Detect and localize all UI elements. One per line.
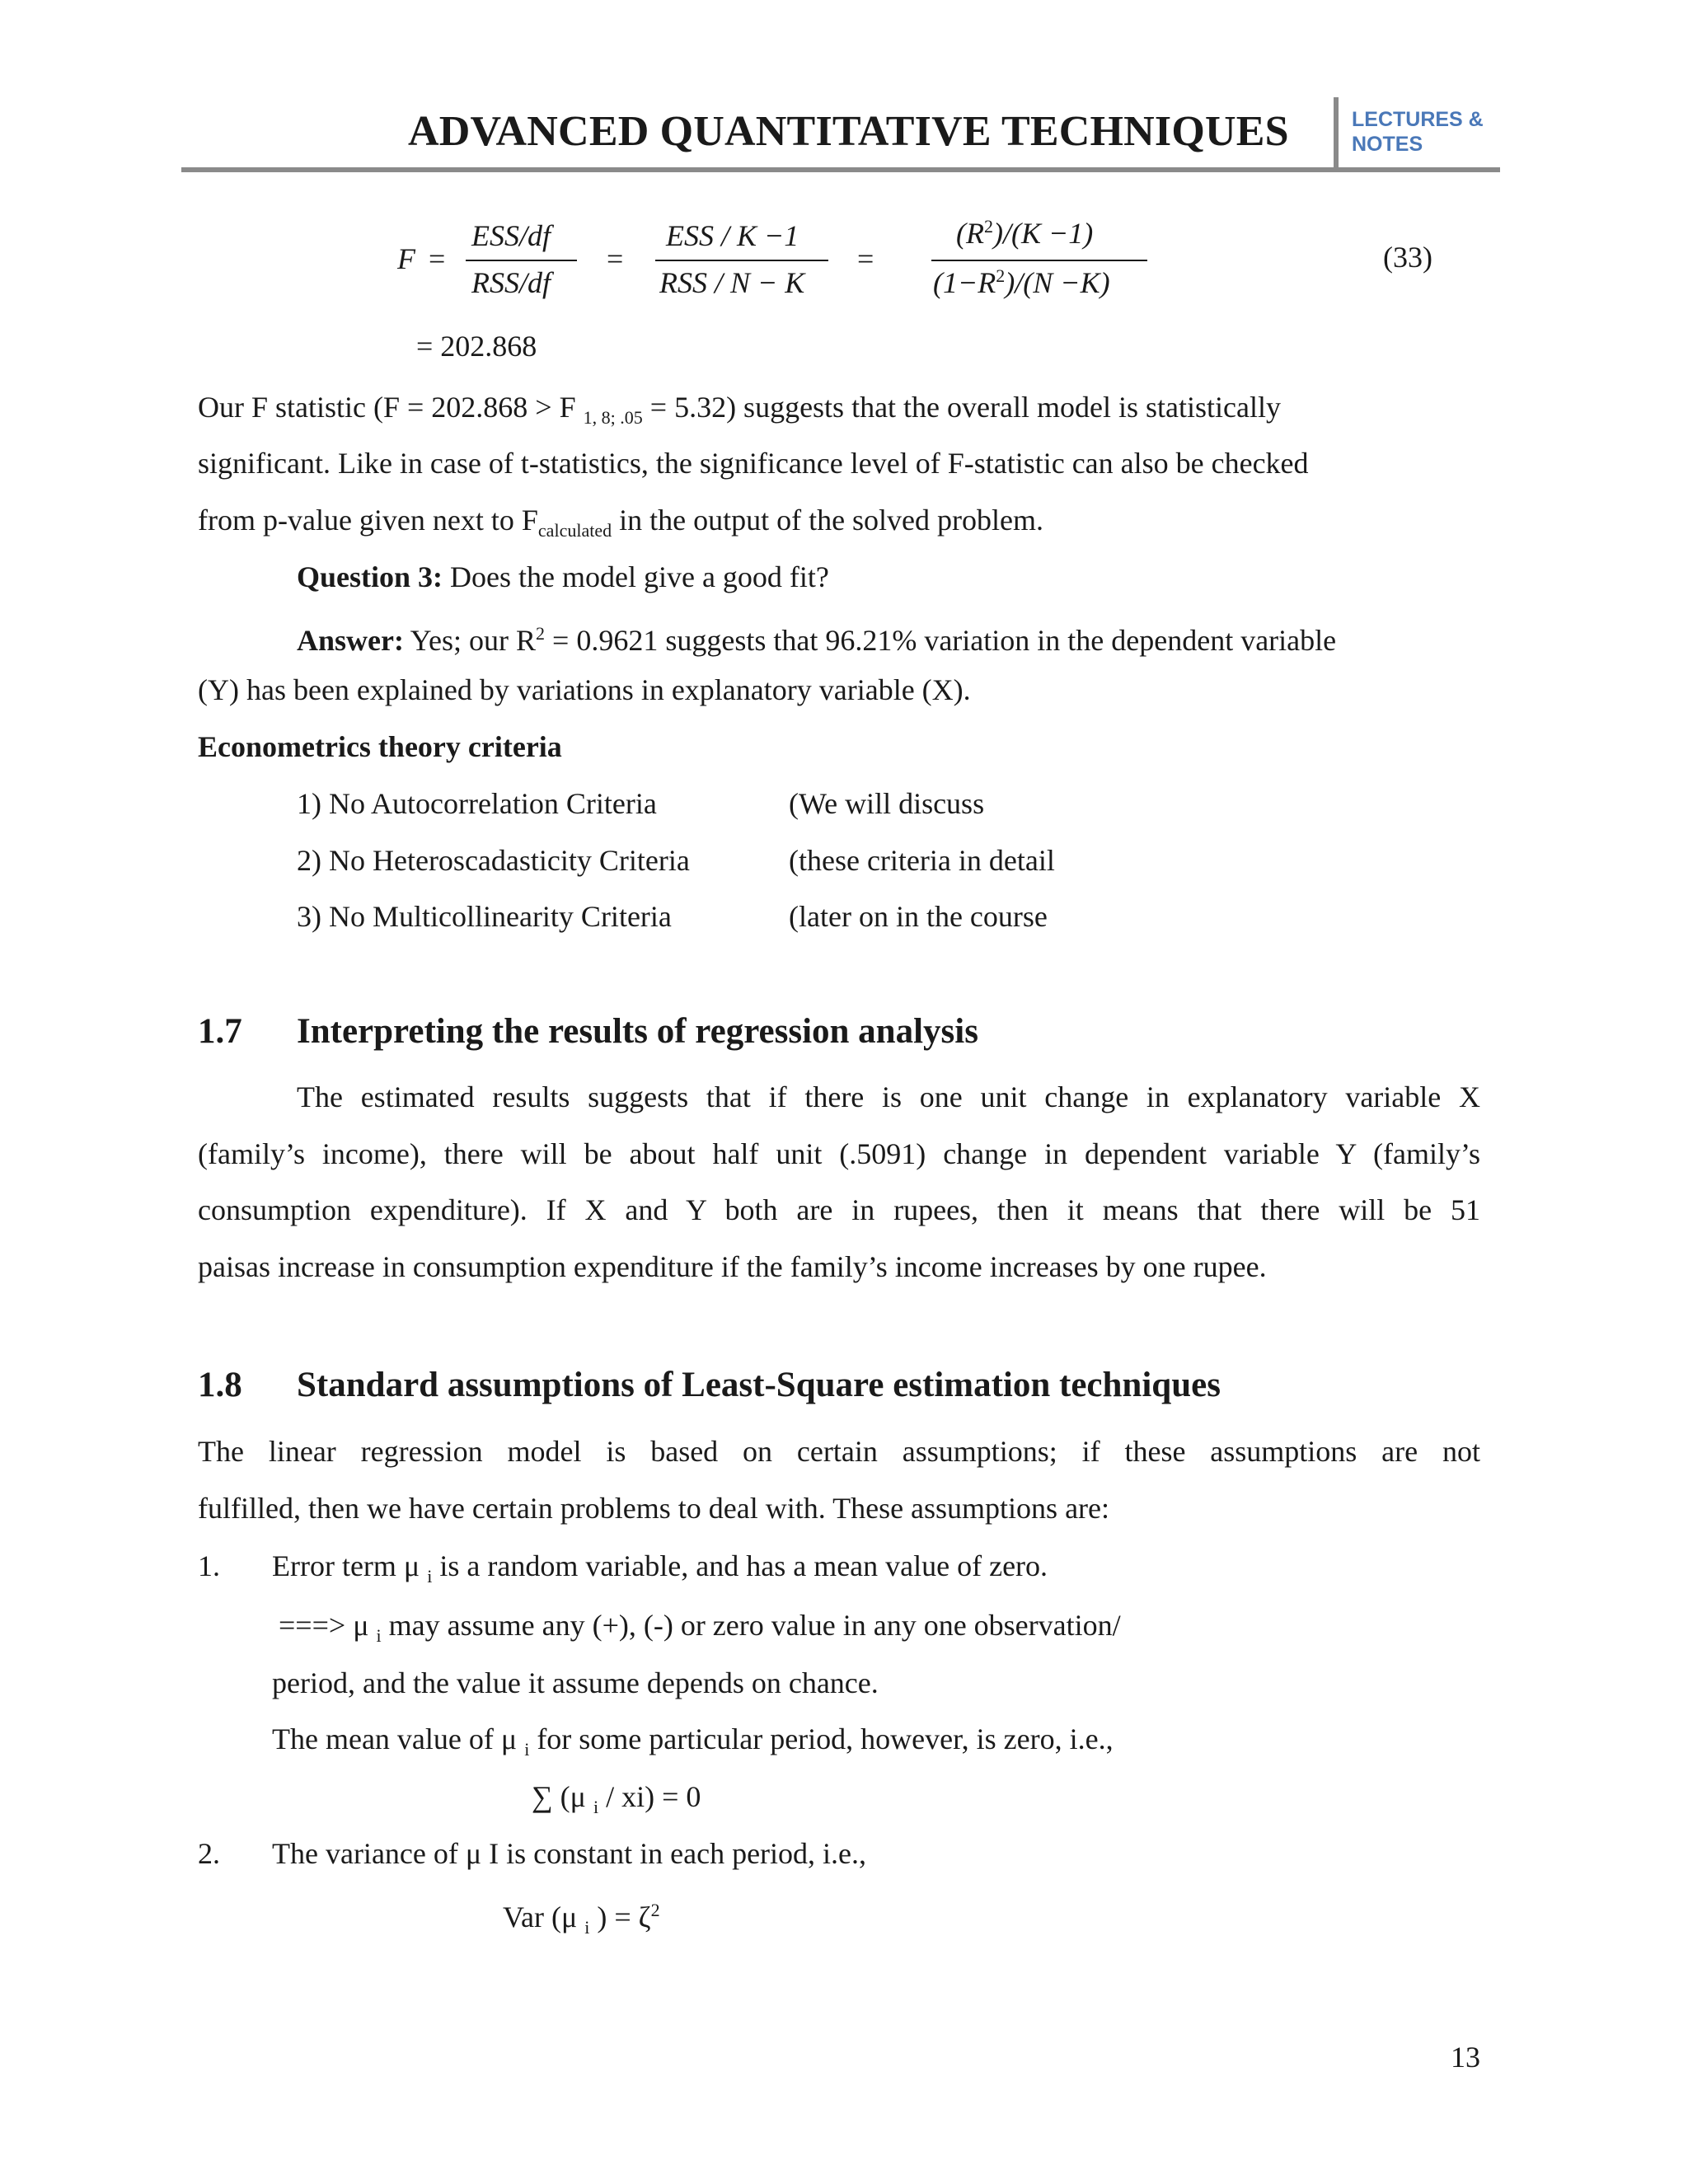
header-rule (181, 167, 1500, 172)
section-1-8-intro-2: fulfilled, then we have certain problems to deal with. These assumptions are: (198, 1492, 1110, 1525)
assumption-1-text (272, 1538, 1048, 1605)
header-separator (1334, 97, 1339, 170)
assumption-1-formula-b: / xi) = 0 (598, 1780, 701, 1813)
assumption-2-formula-a: Var (μ (503, 1900, 585, 1933)
answer-line-2: (Y) has been explained by variations in explanatory variable (X). (198, 673, 971, 706)
equation-lhs: F (397, 242, 415, 275)
equation-number: (33) (1383, 241, 1432, 274)
assumption-1-text-b: is a random variable, and has a mean value of zero. (432, 1549, 1048, 1582)
fraction-3-numerator-b: )/(K −1) (992, 217, 1094, 250)
assumption-1-arrow-line (279, 1597, 1121, 1664)
fraction-2-denominator: RSS / N − K (659, 266, 805, 299)
f-statistic-text-b: = 5.32) suggests that the overall model is statistically (642, 391, 1281, 424)
criteria-note-3: (later on in the course (789, 900, 1048, 933)
assumption-1-formula-subscript: i (593, 1797, 599, 1818)
section-1-8-title: Standard assumptions of Least-Square estimation techniques (297, 1366, 1221, 1404)
fraction-3-numerator (956, 216, 1093, 251)
fraction-2-numerator: ESS / K −1 (666, 219, 799, 252)
question-3-text: Does the model give a good fit? (443, 560, 829, 593)
section-1-7-line-4: paisas increase in consumption expenditure if the family’s income increases by one rupee. (198, 1250, 1267, 1283)
answer-line-1 (297, 606, 1336, 668)
equation-eq-3: = (857, 242, 874, 275)
section-1-7-line-2: (family’s income), there will be about half unit (.5091) change in dependent variable Y (family’s (198, 1137, 1480, 1170)
fraction-1-line (466, 260, 577, 261)
assumption-1-line-3: period, and the value it assume depends on chance. (272, 1666, 879, 1699)
assumption-1-arrow-a: ===> μ (279, 1609, 377, 1642)
header-tag-line1: LECTURES & (1352, 108, 1484, 131)
f-statistic-text-a: Our F statistic (F = 202.868 > F (198, 391, 584, 424)
assumption-1-arrow-subscript: i (376, 1625, 382, 1647)
criteria-heading: Econometrics theory criteria (198, 730, 562, 763)
criteria-item-3: 3) No Multicollinearity Criteria (297, 900, 672, 933)
answer-text-a: Yes; our R (403, 624, 537, 657)
fraction-3-line (931, 260, 1147, 261)
assumption-1-line-4 (272, 1711, 1114, 1778)
assumption-1-line-4-a: The mean value of μ (272, 1722, 525, 1755)
assumption-2-formula (503, 1882, 660, 1956)
section-1-7-line-1: The estimated results suggests that if there is one unit change in explanatory variable X (297, 1080, 1480, 1113)
assumption-1-arrow-b: may assume any (+), (-) or zero value in any one observation/ (381, 1609, 1121, 1642)
fraction-2-line (655, 260, 828, 261)
criteria-item-1: 1) No Autocorrelation Criteria (297, 787, 657, 820)
section-1-8-number: 1.8 (198, 1366, 242, 1404)
equation-eq-1: = (429, 242, 446, 275)
header-tag (1352, 107, 1484, 157)
f-calculated-subscript: calculated (537, 520, 612, 541)
f-statistic-line-3-b: in the output of the solved problem. (612, 504, 1044, 537)
fraction-3-numerator-a: (R (956, 217, 984, 250)
criteria-item-2: 2) No Heteroscadasticity Criteria (297, 844, 690, 877)
assumption-1-line-4-subscript: i (524, 1739, 530, 1760)
section-1-7-number: 1.7 (198, 1012, 242, 1051)
answer-label: Answer: (297, 624, 404, 657)
fraction-1-denominator: RSS/df (471, 266, 551, 299)
equation-result: = 202.868 (416, 330, 537, 363)
assumption-1-subscript: i (427, 1566, 433, 1587)
header-title: ADVANCED QUANTITATIVE TECHNIQUES (408, 108, 1289, 155)
criteria-note-2: (these criteria in detail (789, 844, 1055, 877)
question-3 (297, 549, 829, 605)
fraction-3-numerator-sup: 2 (983, 216, 993, 237)
assumption-2-number: 2. (198, 1837, 220, 1870)
criteria-note-1: (We will discuss (789, 787, 985, 820)
assumption-1-formula-a: ∑ (μ (532, 1780, 593, 1813)
f-statistic-line-2: significant. Like in case of t-statistics, the significance level of F-statistic can also be checked (198, 447, 1309, 480)
assumption-1-text-a: Error term μ (272, 1549, 428, 1582)
section-1-8-intro-1: The linear regression model is based on certain assumptions; if these assumptions are not (198, 1435, 1480, 1468)
section-1-7-title: Interpreting the results of regression analysis (297, 1012, 978, 1051)
fraction-3-denominator (933, 265, 1110, 300)
page-number: 13 (1451, 2041, 1480, 2074)
fraction-3-denominator-a: (1−R (933, 266, 996, 299)
assumption-1-line-4-b: for some particular period, however, is zero, i.e., (529, 1722, 1114, 1755)
question-3-label: Question 3: (297, 560, 443, 593)
f-statistic-line-3-a: from p-value given next to F (198, 504, 538, 537)
answer-superscript: 2 (536, 623, 546, 644)
header-tag-line2: NOTES (1352, 133, 1423, 156)
section-1-7-line-3: consumption expenditure). If X and Y both are in rupees, then it means that there will be 51 (198, 1193, 1480, 1226)
assumption-2-formula-subscript: i (584, 1917, 590, 1938)
f-statistic-subscript: 1, 8; .05 (583, 407, 643, 429)
equation-eq-2: = (607, 242, 624, 275)
fraction-3-denominator-sup: 2 (996, 265, 1006, 286)
assumption-1-number: 1. (198, 1549, 220, 1582)
answer-text-b: = 0.9621 suggests that 96.21% variation in the dependent variable (545, 624, 1337, 657)
fraction-3-denominator-b: )/(N −K) (1005, 266, 1110, 299)
assumption-2-formula-superscript: 2 (650, 1900, 660, 1920)
assumption-2-formula-b: ) = ζ (589, 1900, 651, 1933)
assumption-2-text: The variance of μ I is constant in each period, i.e., (272, 1837, 867, 1870)
fraction-1-numerator: ESS/df (471, 219, 551, 252)
